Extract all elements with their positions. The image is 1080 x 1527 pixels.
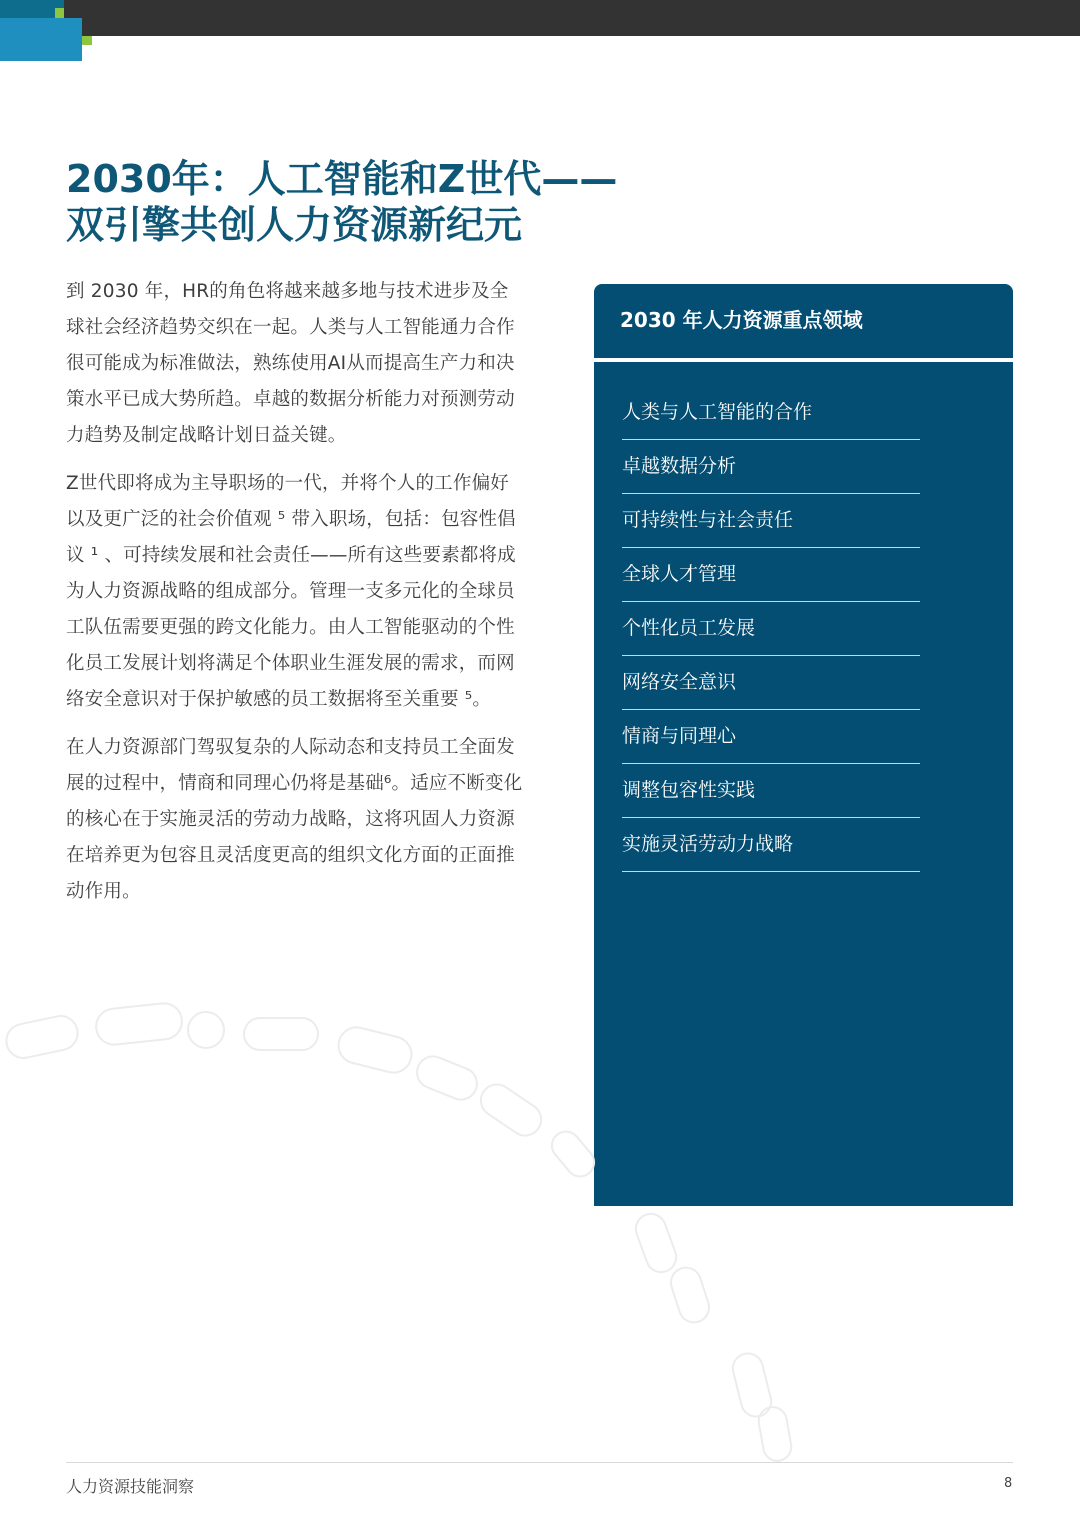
focus-panel-heading: 2030 年人力资源重点领域: [620, 308, 863, 332]
focus-panel-header: [594, 284, 1013, 358]
corner-accent-green-small: [55, 8, 64, 18]
paragraph-2: Z世代即将成为主导职场的一代，并将个人的工作偏好以及更广泛的社会价值观 ⁵ 带入职场，包括：包容性倡议 ¹ 、可持续发展和社会责任——所有这些要素都将成为人力资源战略的组成部分。管理一支多元化的全球员工队伍需要更强的跨文化能力。由人工智能驱动的个性化员工发展计划将满足个体职业生涯发展的需求，而网络安全意识对于保护敏感的员工数据将至关重要 ⁵。: [66, 473, 516, 710]
focus-item-ai-collaboration: 人类与人工智能的合作: [622, 386, 920, 440]
page-number: 8: [1004, 1476, 1013, 1491]
body-text: [66, 274, 526, 922]
decorative-outline-shapes: [0, 980, 820, 1500]
top-bar: [64, 0, 1080, 36]
focus-item-sustainability: 可持续性与社会责任: [622, 494, 920, 548]
focus-item-inclusion: 调整包容性实践: [622, 764, 920, 818]
focus-item-flexible-workforce: 实施灵活劳动力战略: [622, 818, 920, 872]
title-line-2: 双引擎共创人力资源新纪元: [66, 203, 523, 247]
focus-item-empathy: 情商与同理心: [622, 710, 920, 764]
focus-item-cybersecurity: 网络安全意识: [622, 656, 920, 710]
corner-accent-blue: [0, 18, 82, 61]
focus-list: [622, 386, 920, 872]
page-title: [66, 156, 626, 248]
paragraph-1: 到 2030 年，HR的角色将越来越多地与技术进步及全球社会经济趋势交织在一起。人类与人工智能通力合作很可能成为标准做法，熟练使用AI从而提高生产力和决策水平已成大势所趋。卓越的数据分析能力对预测劳动力趋势及制定战略计划日益关键。: [66, 281, 515, 446]
corner-accent-green: [82, 36, 92, 45]
focus-item-global-talent: 全球人才管理: [622, 548, 920, 602]
title-line-1: 2030年：人工智能和Z世代——: [66, 157, 618, 201]
footer-title: 人力资源技能洞察: [66, 1477, 195, 1496]
focus-item-personalized-development: 个性化员工发展: [622, 602, 920, 656]
focus-item-data-analytics: 卓越数据分析: [622, 440, 920, 494]
paragraph-3: 在人力资源部门驾驭复杂的人际动态和支持员工全面发展的过程中，情商和同理心仍将是基础⁶。适应不断变化的核心在于实施灵活的劳动力战略，这将巩固人力资源在培养更为包容且灵活度更高的组织文化方面的正面推动作用。: [66, 737, 523, 902]
footer-divider: [66, 1462, 1013, 1463]
